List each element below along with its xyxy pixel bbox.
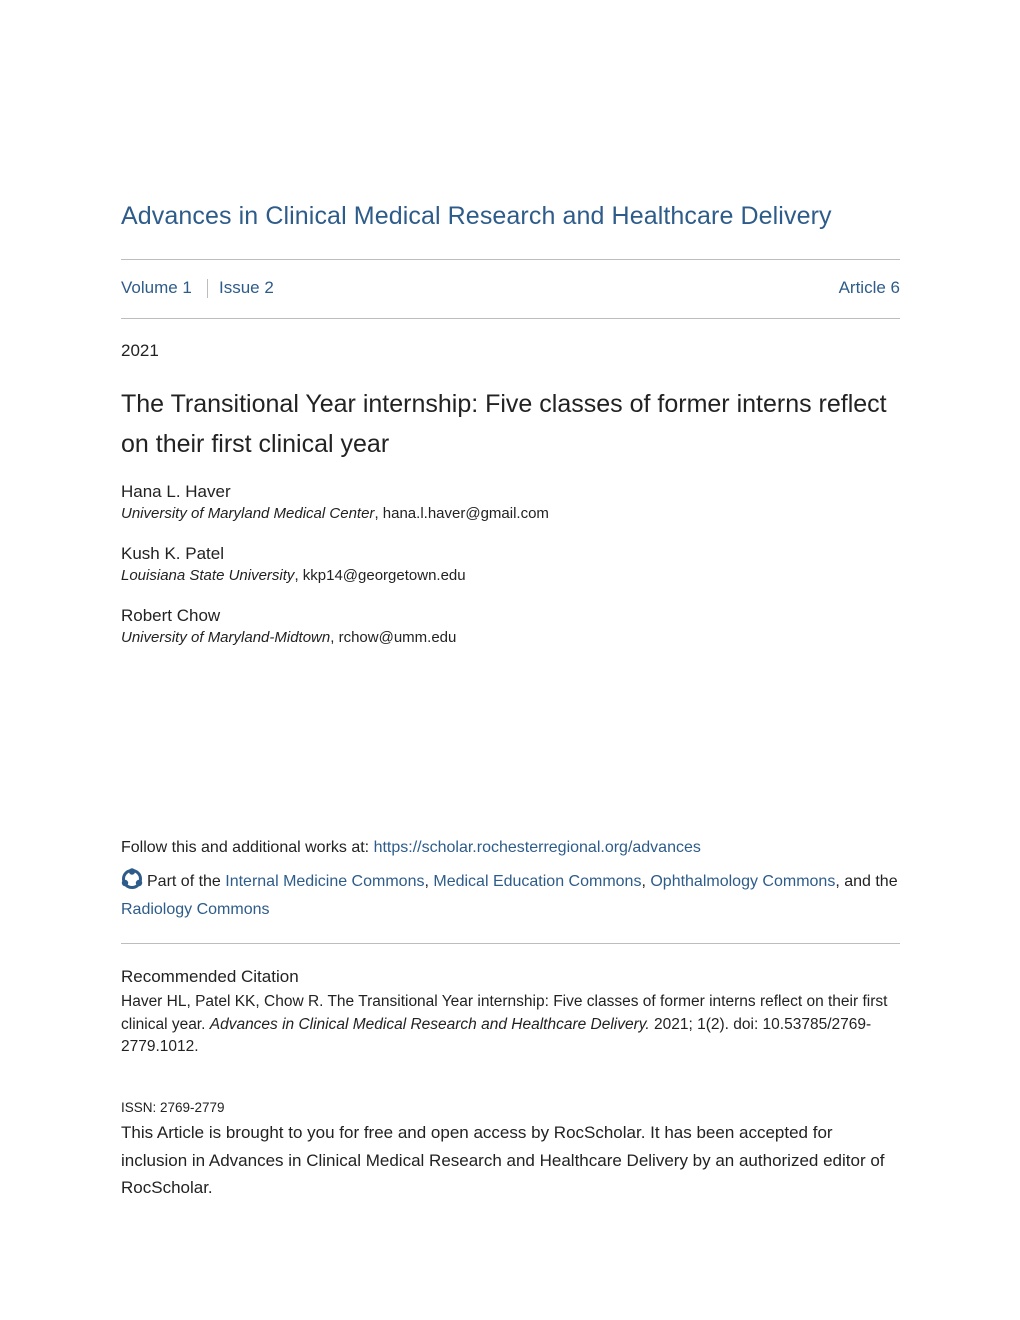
author-block <box>121 605 900 649</box>
issue-bar <box>121 278 900 300</box>
part-of-commons: Part of the Internal Medicine Commons, Medical Education Commons, Ophthalmology Commons, and the Radiology Commons <box>121 868 900 924</box>
affiliation-name: University of Maryland-Midtown <box>121 629 331 646</box>
article-title: The Transitional Year internship: Five classes of former interns reflect on their first clinical year <box>121 390 887 458</box>
top-divider <box>121 259 900 260</box>
author-email: kkp14@georgetown.edu <box>302 567 466 584</box>
article-link[interactable]: Article 6 <box>838 278 900 297</box>
journal-title-link[interactable]: Advances in Clinical Medical Research and Healthcare Delivery <box>121 202 832 230</box>
citation-heading: Recommended Citation <box>121 967 299 986</box>
citation-text <box>121 991 900 1059</box>
citation-authors-title: Haver HL, Patel KK, Chow R. The Transitional Year internship: Five classes of former interns reflect on their first clinical year. <box>121 993 888 1033</box>
commons-link-ophthalmology[interactable]: Ophthalmology Commons <box>650 873 836 890</box>
author-affiliation: University of Maryland Medical Center, hana.l.haver@gmail.com <box>121 505 549 522</box>
commons-link-internal-medicine[interactable]: Internal Medicine Commons <box>225 873 425 890</box>
network-icon <box>121 868 143 890</box>
issue-link[interactable]: Issue 2 <box>219 278 274 297</box>
author-name: Kush K. Patel <box>121 544 225 563</box>
author-block <box>121 481 900 525</box>
issn-label: ISSN: 2769-2779 <box>121 1100 225 1115</box>
affiliation-name: Louisiana State University <box>121 567 295 584</box>
commons-link-medical-education[interactable]: Medical Education Commons <box>433 873 642 890</box>
follow-prefix: Follow this and additional works at: <box>121 839 374 856</box>
follow-line <box>121 839 900 857</box>
access-statement: This Article is brought to you for free and open access by RocScholar. It has been accepted for inclusion in Advances in Clinical Medical Research and Healthcare Delivery by an authorized editor of RocScholar. <box>121 1123 885 1197</box>
author-affiliation: University of Maryland-Midtown, rchow@umm.edu <box>121 629 457 646</box>
publication-year: 2021 <box>121 341 159 360</box>
part-of-prefix: Part of the <box>147 873 226 890</box>
citation-details: 2021; 1(2). doi: 10.53785/2769-2779.1012. <box>121 1015 872 1055</box>
affiliation-name: University of Maryland Medical Center <box>121 505 375 522</box>
author-affiliation: Louisiana State University, kkp14@georgetown.edu <box>121 567 466 584</box>
author-email: rchow@umm.edu <box>338 629 457 646</box>
author-email: hana.l.haver@gmail.com <box>382 505 549 522</box>
repository-link[interactable]: https://scholar.rochesterregional.org/advances <box>373 839 701 856</box>
citation-divider <box>121 943 900 944</box>
citation-journal: Advances in Clinical Medical Research and Healthcare Delivery. <box>209 1015 650 1033</box>
commons-link-radiology[interactable]: Radiology Commons <box>121 901 270 918</box>
author-name: Robert Chow <box>121 606 221 625</box>
author-name: Hana L. Haver <box>121 482 231 501</box>
author-block <box>121 543 900 587</box>
and-the-text: , and the <box>835 873 898 890</box>
issue-separator <box>207 279 208 298</box>
volume-link[interactable]: Volume 1 <box>121 278 192 297</box>
issue-divider <box>121 318 900 319</box>
